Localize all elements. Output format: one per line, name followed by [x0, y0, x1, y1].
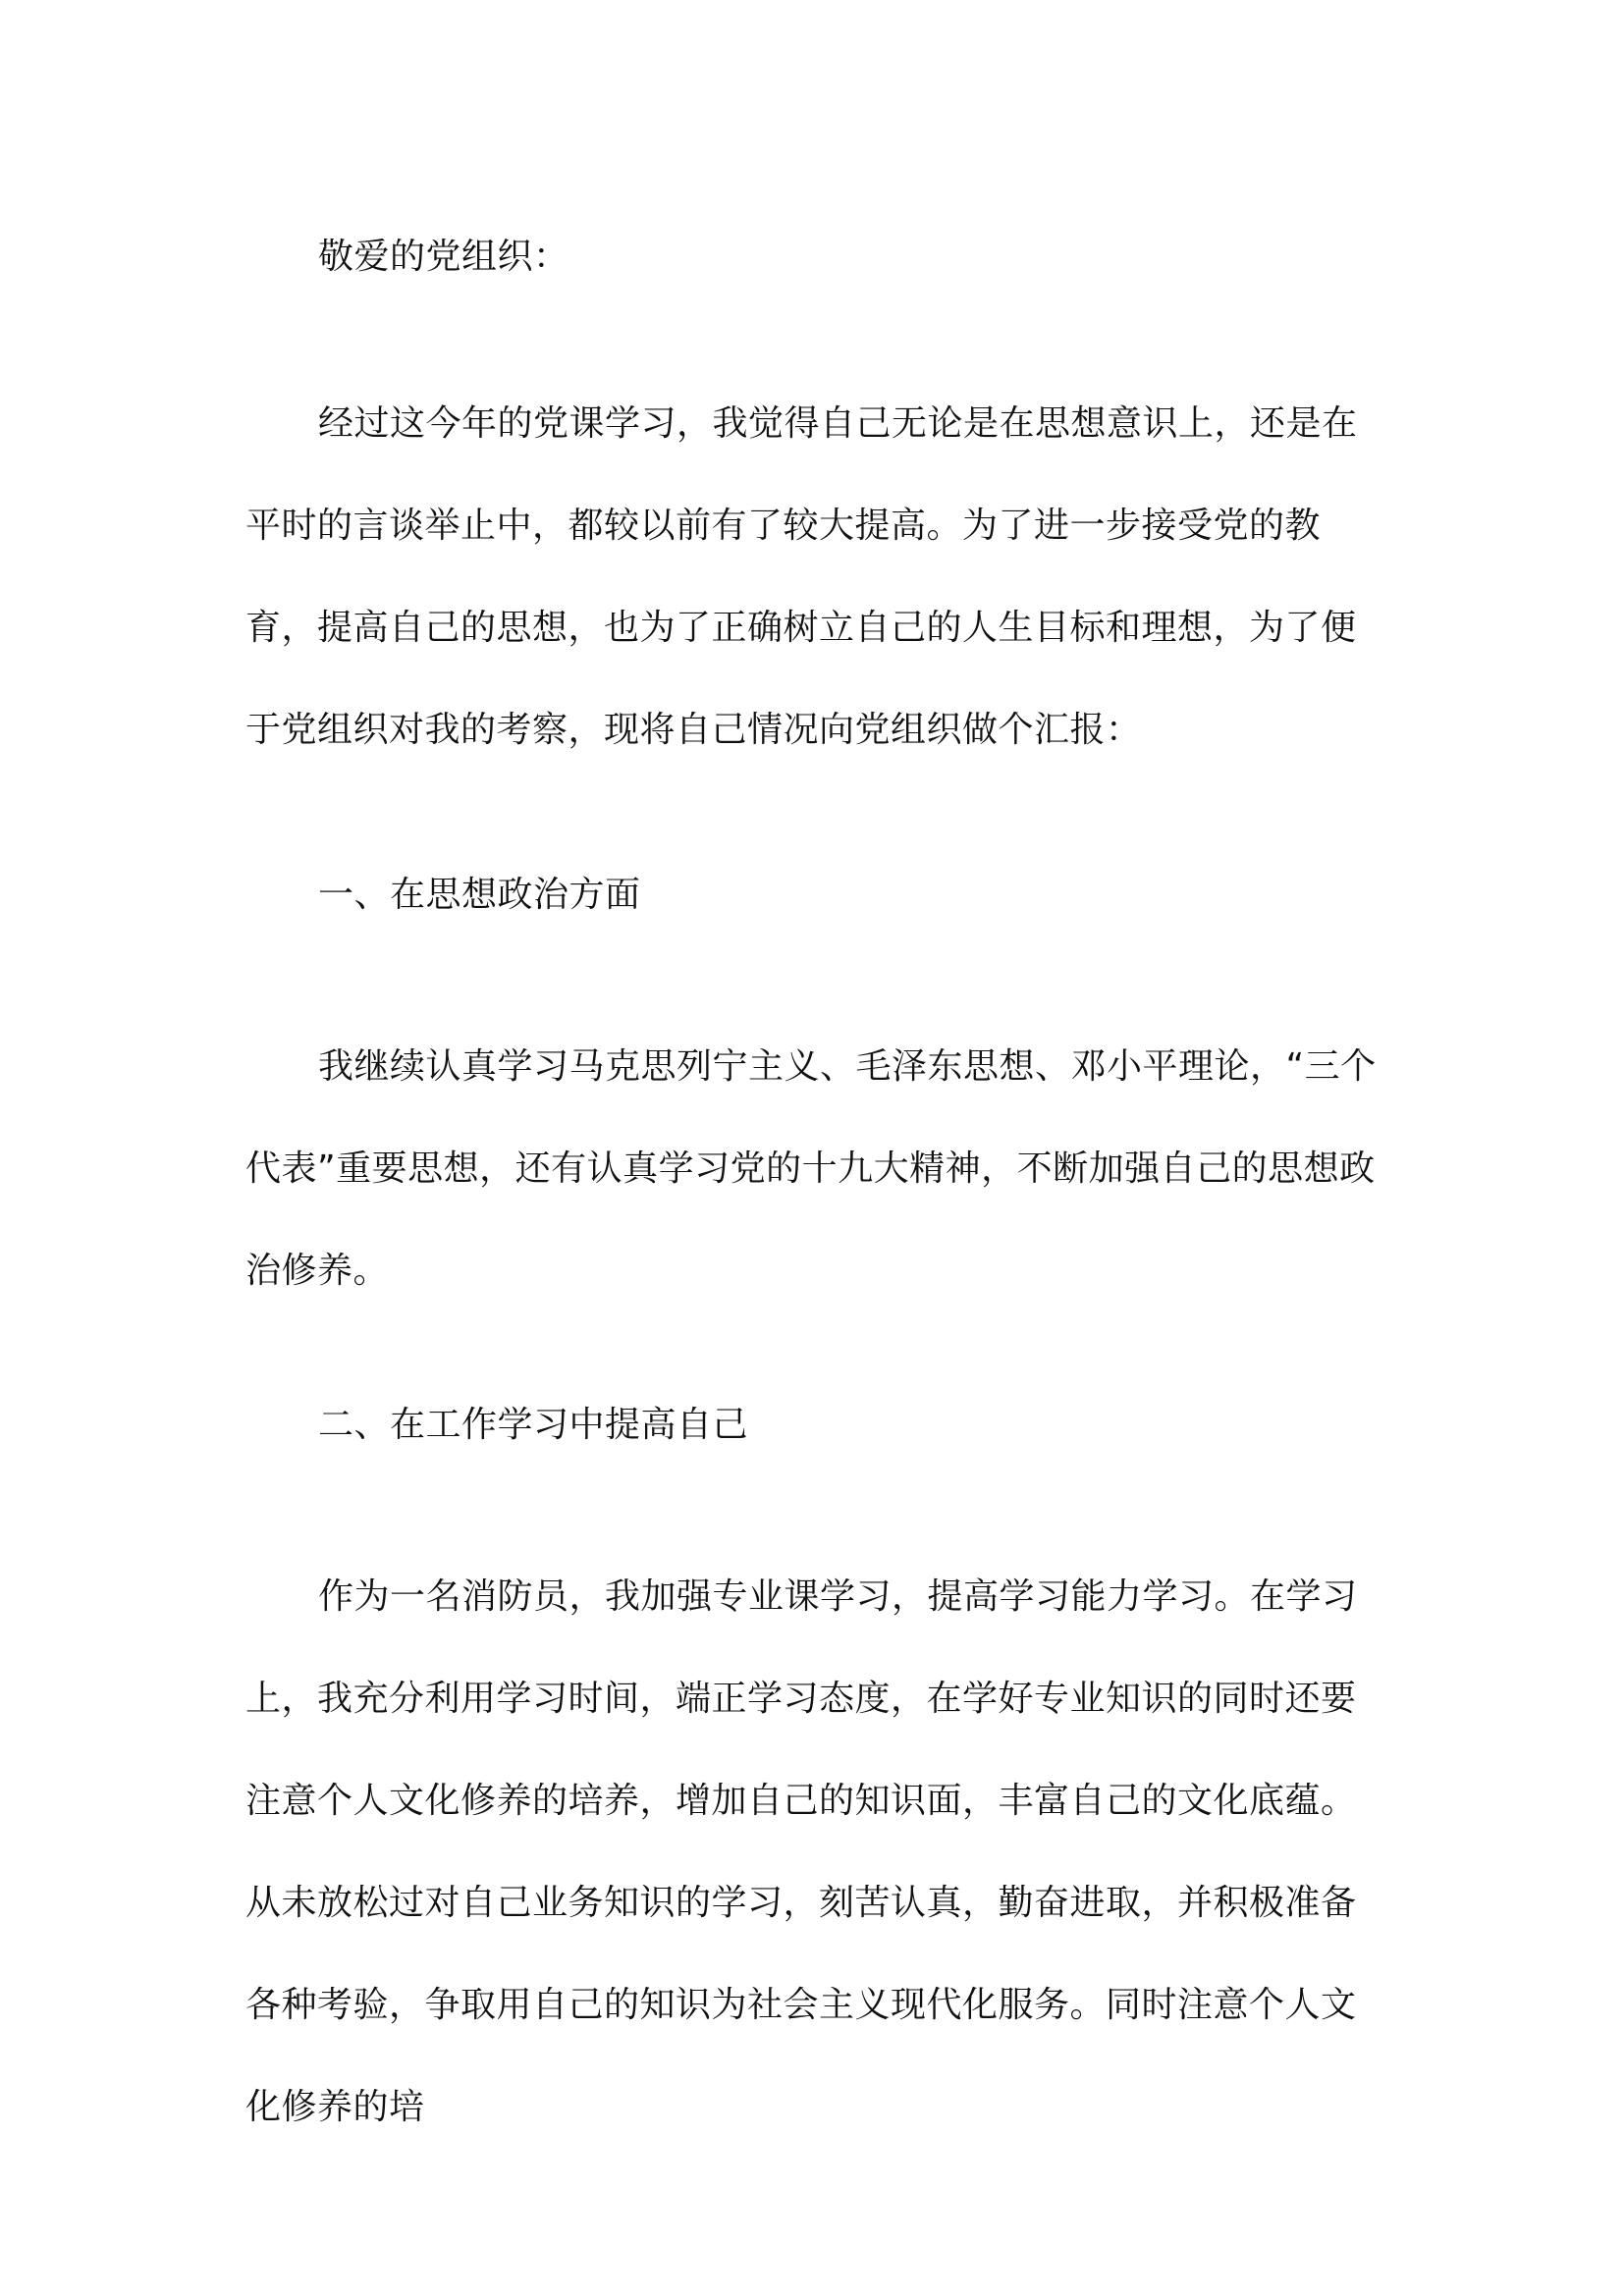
salutation: 敬爱的党组织：: [318, 237, 569, 277]
section-1-heading: 一、在思想政治方面: [318, 875, 641, 915]
section-2-heading: 二、在工作学习中提高自己: [318, 1405, 749, 1445]
section-1-paragraph: 我继续认真学习马克思列宁主义、毛泽东思想、邓小平理论，“三个代表”重要思想，还有认真学习党的十九大精神，不断加强自己的思想政治修养。: [245, 1046, 1377, 1291]
section-2-paragraph: 作为一名消防员，我加强专业课学习，提高学习能力学习。在学习上，我充分利用学习时间，端正学习态度，在学好专业知识的同时还要注意个人文化修养的培养，增加自己的知识面，丰富自己的文化底蕴。从未放松过对自己业务知识的学习，刻苦认真，勤奋进取，并积极准备各种考验，争取用自己的知识为社会主义现代化服务。同时注意个人文化修养的培: [245, 1576, 1358, 2127]
intro-paragraph: 经过这今年的党课学习，我觉得自己无论是在思想意识上，还是在平时的言谈举止中，都较以前有了较大提高。为了进一步接受党的教育，提高自己的思想，也为了正确树立自己的人生目标和理想，为了便于党组织对我的考察，现将自己情况向党组织做个汇报：: [245, 403, 1358, 750]
